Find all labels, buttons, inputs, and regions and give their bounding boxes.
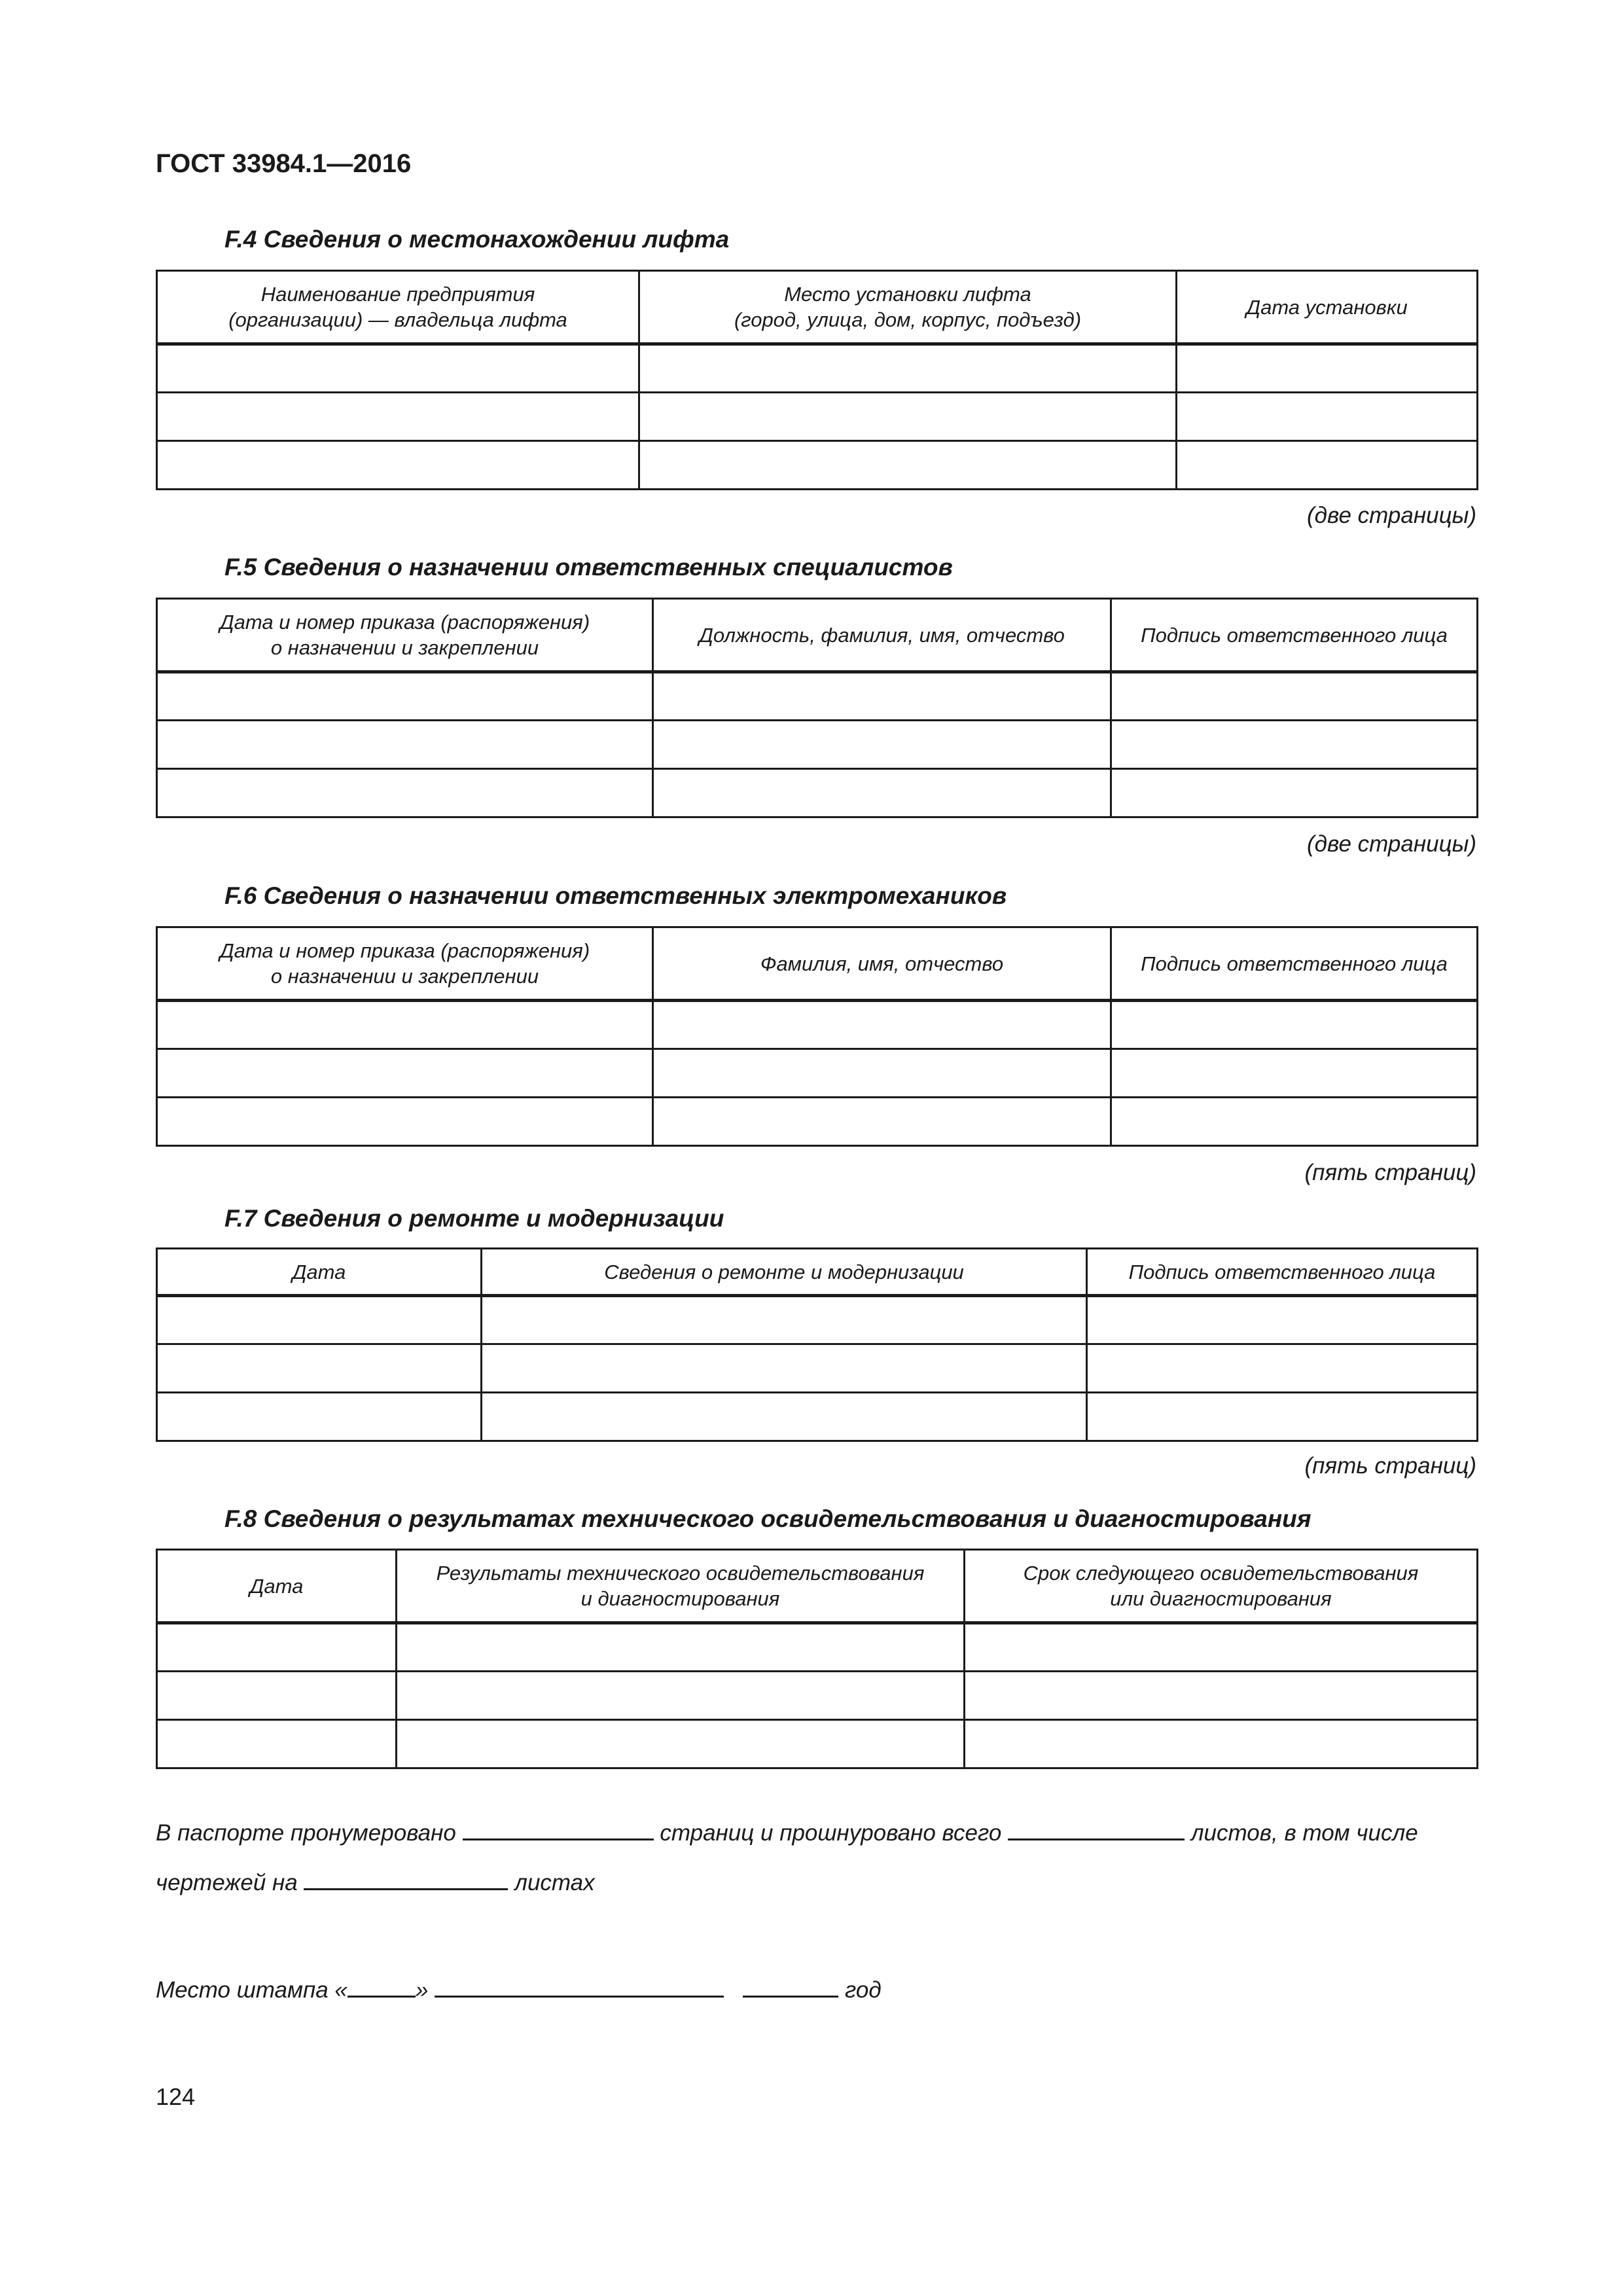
table-row	[157, 1049, 1478, 1098]
section-f7-table	[156, 1247, 1478, 1442]
table-cell[interactable]	[157, 1720, 397, 1768]
table-cell[interactable]	[397, 1672, 965, 1720]
drawing-sheets-blank[interactable]	[304, 1865, 508, 1890]
table-cell[interactable]	[653, 1049, 1111, 1098]
table-cell[interactable]	[639, 344, 1177, 393]
table-cell[interactable]	[1177, 344, 1478, 393]
table-cell[interactable]	[482, 1296, 1087, 1344]
page-number: 124	[156, 2083, 196, 2110]
table-cell[interactable]	[639, 393, 1177, 441]
table-header-cell: Подпись ответственного лица	[1111, 599, 1478, 672]
table-header-cell: Место установки лифта (город, улица, дом, корпус, подъезд)	[639, 271, 1177, 344]
table-row	[157, 721, 1478, 769]
table-row	[157, 1344, 1478, 1393]
table-header-cell: Дата установки	[1177, 271, 1478, 344]
table-cell[interactable]	[965, 1672, 1478, 1720]
table-cell[interactable]	[1111, 1049, 1478, 1098]
table-row	[157, 1623, 1478, 1672]
stamp-year-blank[interactable]	[743, 1972, 838, 1998]
table-cell[interactable]	[157, 1393, 482, 1441]
table-header-cell: Должность, фамилия, имя, отчество	[653, 599, 1111, 672]
table-header-cell: Сведения о ремонте и модернизации	[482, 1249, 1087, 1296]
table-cell[interactable]	[1111, 1098, 1478, 1146]
table-header-cell: Подпись ответственного лица	[1111, 927, 1478, 1001]
table-cell[interactable]	[157, 1098, 653, 1146]
section-f8-table	[156, 1549, 1478, 1769]
table-cell[interactable]	[965, 1720, 1478, 1768]
table-header-cell: Наименование предприятия (организации) — владельца лифта	[157, 271, 639, 344]
table-cell[interactable]	[653, 672, 1111, 721]
table-row	[157, 1672, 1478, 1720]
statement-text: В паспорте пронумеровано	[156, 1820, 456, 1846]
table-cell[interactable]	[482, 1393, 1087, 1441]
section-f5-title: F.5 Сведения о назначении ответственных специалистов	[224, 554, 953, 581]
table-cell[interactable]	[157, 1001, 653, 1049]
document-standard-number: ГОСТ 33984.1—2016	[156, 149, 412, 178]
table-cell[interactable]	[157, 1296, 482, 1344]
table-row	[157, 1720, 1478, 1768]
table-cell[interactable]	[157, 672, 653, 721]
table-header-cell: Результаты технического освидетельствования и диагностирования	[397, 1550, 965, 1623]
section-f5-page-count: (две страницы)	[1306, 831, 1476, 857]
table-cell[interactable]	[157, 769, 653, 817]
section-f6-table	[156, 926, 1478, 1147]
table-cell[interactable]	[157, 1344, 482, 1393]
page-count-statement	[156, 1815, 1476, 1846]
table-header-cell: Дата и номер приказа (распоряжения) о назначении и закреплении	[157, 599, 653, 672]
table-cell[interactable]	[653, 1001, 1111, 1049]
table-header-cell: Фамилия, имя, отчество	[653, 927, 1111, 1001]
statement-text: листах	[514, 1870, 595, 1895]
table-header-cell: Срок следующего освидетельствования или диагностирования	[965, 1550, 1478, 1623]
table-row	[157, 1001, 1478, 1049]
table-row	[157, 1098, 1478, 1146]
section-f8-title: F.8 Сведения о результатах технического освидетельствования и диагностирования	[224, 1505, 1311, 1532]
stamp-label: Место штампа «	[156, 1977, 348, 2003]
table-row	[157, 441, 1478, 490]
table-row	[157, 672, 1478, 721]
table-cell[interactable]	[1111, 672, 1478, 721]
table-cell[interactable]	[965, 1623, 1478, 1672]
table-cell[interactable]	[1111, 769, 1478, 817]
table-cell[interactable]	[1177, 441, 1478, 490]
stamp-day-blank[interactable]	[348, 1972, 416, 1998]
section-f7-title: F.7 Сведения о ремонте и модернизации	[224, 1205, 724, 1232]
year-label: год	[845, 1977, 882, 2003]
table-row	[157, 1296, 1478, 1344]
drawings-statement	[156, 1865, 1476, 1896]
table-row	[157, 344, 1478, 393]
stamp-line	[156, 1972, 1476, 2003]
table-cell[interactable]	[157, 1623, 397, 1672]
table-header-cell: Подпись ответственного лица	[1087, 1249, 1478, 1296]
table-cell[interactable]	[157, 441, 639, 490]
table-cell[interactable]	[397, 1720, 965, 1768]
section-f4-table	[156, 270, 1478, 490]
section-f6-title: F.6 Сведения о назначении ответственных электромехаников	[224, 882, 1007, 909]
section-f4-page-count: (две страницы)	[1306, 503, 1476, 528]
statement-text: чертежей на	[156, 1870, 298, 1895]
section-f4-title: F.4 Сведения о местонахождении лифта	[224, 226, 730, 253]
stamp-month-blank[interactable]	[435, 1972, 724, 1998]
table-row	[157, 1393, 1478, 1441]
table-cell[interactable]	[397, 1623, 965, 1672]
table-header-cell: Дата и номер приказа (распоряжения) о назначении и закреплении	[157, 927, 653, 1001]
statement-text: страниц и прошнуровано всего	[660, 1820, 1002, 1846]
table-cell[interactable]	[157, 344, 639, 393]
statement-text: листов, в том числе	[1190, 1820, 1418, 1846]
table-cell[interactable]	[639, 441, 1177, 490]
table-cell[interactable]	[1087, 1393, 1478, 1441]
table-cell[interactable]	[157, 1049, 653, 1098]
table-cell[interactable]	[653, 721, 1111, 769]
table-cell[interactable]	[1111, 1001, 1478, 1049]
table-cell[interactable]	[1177, 393, 1478, 441]
table-cell[interactable]	[1087, 1344, 1478, 1393]
table-row	[157, 393, 1478, 441]
section-f5-table	[156, 598, 1478, 818]
stamp-quote: »	[415, 1977, 429, 2003]
table-cell[interactable]	[482, 1344, 1087, 1393]
table-row	[157, 769, 1478, 817]
table-cell[interactable]	[653, 1098, 1111, 1146]
numbered-pages-blank[interactable]	[463, 1815, 654, 1840]
table-cell[interactable]	[1087, 1296, 1478, 1344]
section-f6-page-count: (пять страниц)	[1304, 1160, 1476, 1185]
table-cell[interactable]	[157, 721, 653, 769]
table-cell[interactable]	[157, 1672, 397, 1720]
sheets-total-blank[interactable]	[1008, 1815, 1185, 1840]
table-header-cell: Дата	[157, 1249, 482, 1296]
table-cell[interactable]	[1111, 721, 1478, 769]
table-cell[interactable]	[653, 769, 1111, 817]
table-header-cell: Дата	[157, 1550, 397, 1623]
section-f7-page-count: (пять страниц)	[1304, 1453, 1476, 1479]
table-cell[interactable]	[157, 393, 639, 441]
